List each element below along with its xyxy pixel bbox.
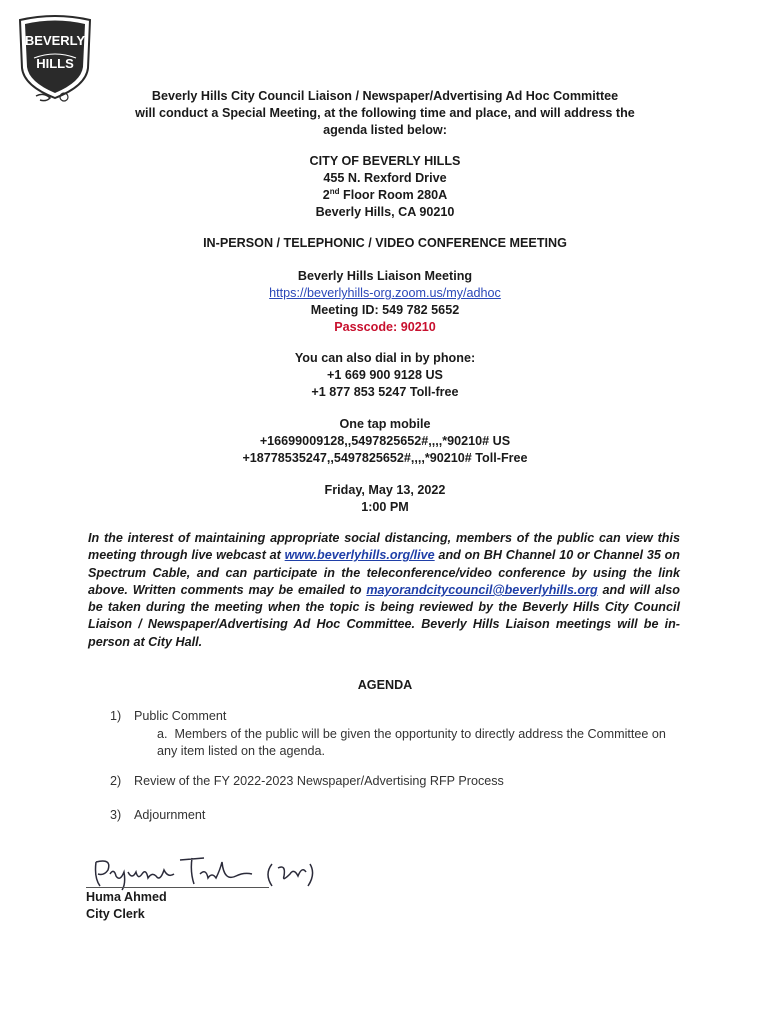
signatory-name: Huma Ahmed — [86, 890, 167, 904]
heading-line: will conduct a Special Meeting, at the following time and place, and will address the — [135, 106, 635, 120]
meeting-address — [0, 153, 770, 221]
heading-line: agenda listed below: — [323, 123, 447, 137]
webcast-link[interactable]: www.beverlyhills.org/live — [284, 548, 435, 563]
zoom-meeting-info — [0, 268, 770, 336]
agenda-subitem: a. Members of the public will be given the opportunity to directly address the Committee on any item listed on the agenda. — [157, 727, 666, 758]
meeting-id: Meeting ID: 549 782 5652 — [310, 303, 460, 317]
signatory-title: City Clerk — [86, 907, 145, 921]
zoom-meeting-link[interactable]: https://beverlyhills-org.zoom.us/my/adhoc — [269, 286, 501, 300]
public-notice-paragraph: In the interest of maintaining appropriate social distancing, members of the public can view this meeting through live webcast at www.beverlyhills.org/live and on BH Channel 10 or Channel 35 on Spectrum Cable, and can participate in the teleconference/video conference by using the link above. Written comments may be emailed to mayorandcitycouncil@beverlyhills.org and will also be taken during the meeting when the topic is being reviewed by the Beverly Hills City Council Liaison / Newspaper/Advertising Ad Hoc Committee. Beverly Hills Liaison meetings will be in-person at City Hall. — [88, 531, 680, 649]
svg-text:HILLS: HILLS — [36, 56, 74, 71]
signature-line — [86, 887, 269, 888]
email-link[interactable]: mayorandcitycouncil@beverlyhills.org — [366, 582, 598, 597]
agenda-title: AGENDA — [357, 678, 413, 692]
agenda-item: 2) Review of the FY 2022-2023 Newspaper/Advertising RFP Process — [110, 774, 504, 788]
heading-line: Beverly Hills City Council Liaison / Newspaper/Advertising Ad Hoc Committee — [151, 89, 619, 103]
meeting-announcement-heading — [0, 88, 770, 139]
one-tap-title: One tap mobile — [339, 417, 431, 431]
meeting-type: IN-PERSON / TELEPHONIC / VIDEO CONFERENCE MEETING — [203, 236, 567, 250]
svg-text:BEVERLY: BEVERLY — [24, 33, 86, 48]
handwritten-signature — [86, 852, 316, 892]
one-tap-number: +16699009128,,5497825652#,,,,*90210# US — [259, 434, 511, 448]
signatory-block — [86, 889, 167, 923]
one-tap-mobile — [0, 416, 770, 467]
address-city: Beverly Hills, CA 90210 — [315, 205, 455, 219]
agenda-item: 1) Public Comment — [110, 709, 227, 723]
meeting-datetime — [0, 482, 770, 516]
dial-in-number: +1 877 853 5247 Toll-free — [311, 385, 459, 399]
meeting-date: Friday, May 13, 2022 — [324, 483, 446, 497]
address-name: CITY OF BEVERLY HILLS — [309, 154, 461, 168]
one-tap-number: +18778535247,,5497825652#,,,,*90210# Toll-Free — [242, 451, 528, 465]
dial-in-intro: You can also dial in by phone: — [294, 351, 476, 365]
meeting-time: 1:00 PM — [361, 500, 409, 514]
dial-in-info — [0, 350, 770, 401]
address-street: 455 N. Rexford Drive — [323, 171, 447, 185]
agenda-item: 3) Adjournment — [110, 808, 206, 822]
dial-in-number: +1 669 900 9128 US — [327, 368, 443, 382]
address-floor: 2nd Floor Room 280A — [322, 186, 448, 202]
zoom-title: Beverly Hills Liaison Meeting — [297, 269, 473, 283]
passcode: Passcode: 90210 — [334, 320, 436, 334]
